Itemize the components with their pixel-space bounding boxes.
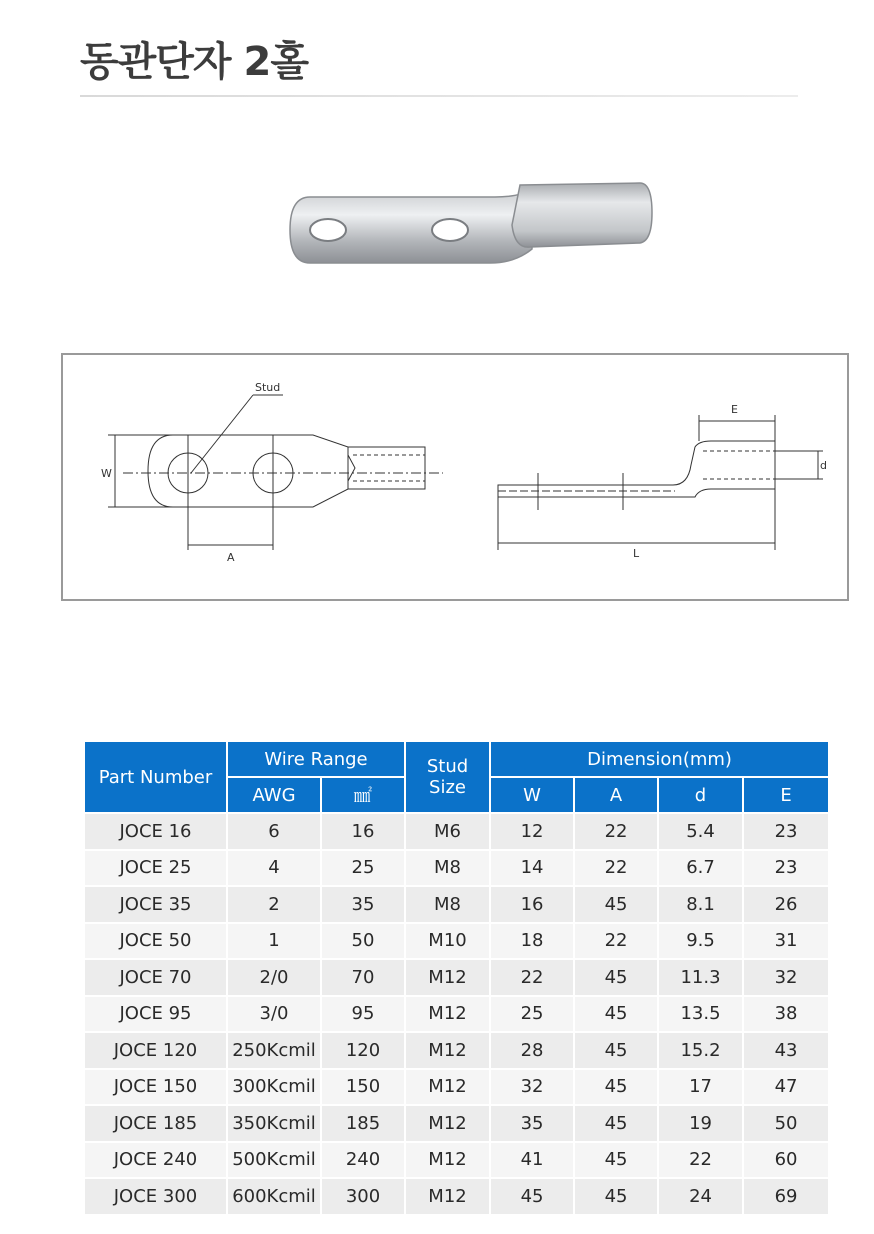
cell-a: 45 xyxy=(575,1070,659,1107)
cell-a: 22 xyxy=(575,851,659,888)
cell-stud-size: M12 xyxy=(406,997,491,1034)
cell-d: 13.5 xyxy=(659,997,744,1034)
title-divider xyxy=(80,95,798,97)
cell-part-number: JOCE 25 xyxy=(85,851,228,888)
cell-awg: 2 xyxy=(228,887,322,924)
cell-awg: 4 xyxy=(228,851,322,888)
table-row xyxy=(85,887,828,924)
header-part-number: Part Number xyxy=(85,742,228,814)
cell-a: 45 xyxy=(575,1033,659,1070)
cell-mm2: 150 xyxy=(322,1070,406,1107)
cell-w: 16 xyxy=(491,887,575,924)
cell-d: 15.2 xyxy=(659,1033,744,1070)
cell-d: 19 xyxy=(659,1106,744,1143)
cell-w: 32 xyxy=(491,1070,575,1107)
cell-mm2: 25 xyxy=(322,851,406,888)
cell-stud-size: M12 xyxy=(406,1033,491,1070)
cell-e: 32 xyxy=(744,960,828,997)
label-l: L xyxy=(633,547,640,560)
label-a: A xyxy=(227,551,235,564)
cell-awg: 600Kcmil xyxy=(228,1179,322,1216)
header-stud-size xyxy=(406,742,491,814)
header-stud-line1: Stud xyxy=(426,756,469,777)
cell-d: 11.3 xyxy=(659,960,744,997)
cell-e: 47 xyxy=(744,1070,828,1107)
table-row xyxy=(85,851,828,888)
cell-part-number: JOCE 300 xyxy=(85,1179,228,1216)
cell-a: 45 xyxy=(575,997,659,1034)
cell-e: 31 xyxy=(744,924,828,961)
spec-table xyxy=(85,742,828,1216)
cell-part-number: JOCE 185 xyxy=(85,1106,228,1143)
cell-a: 22 xyxy=(575,814,659,851)
cell-mm2: 120 xyxy=(322,1033,406,1070)
cell-awg: 2/0 xyxy=(228,960,322,997)
cell-w: 22 xyxy=(491,960,575,997)
cell-stud-size: M12 xyxy=(406,1179,491,1216)
cell-stud-size: M12 xyxy=(406,1070,491,1107)
cell-a: 45 xyxy=(575,960,659,997)
label-e: E xyxy=(731,403,738,416)
cell-d: 22 xyxy=(659,1143,744,1180)
cell-awg: 500Kcmil xyxy=(228,1143,322,1180)
product-photo xyxy=(280,175,660,275)
cell-stud-size: M8 xyxy=(406,887,491,924)
header-w: W xyxy=(491,778,575,814)
cell-awg: 300Kcmil xyxy=(228,1070,322,1107)
table-row xyxy=(85,924,828,961)
table-row xyxy=(85,1033,828,1070)
header-dimension: Dimension(mm) xyxy=(491,742,828,778)
table-row xyxy=(85,1179,828,1216)
cell-a: 45 xyxy=(575,887,659,924)
page-title: 동관단자 2홀 xyxy=(80,39,308,85)
cell-e: 23 xyxy=(744,851,828,888)
cell-w: 14 xyxy=(491,851,575,888)
cell-mm2: 300 xyxy=(322,1179,406,1216)
header-d: d xyxy=(659,778,744,814)
cell-e: 23 xyxy=(744,814,828,851)
stud-hole-1 xyxy=(310,219,346,241)
cell-part-number: JOCE 50 xyxy=(85,924,228,961)
cell-mm2: 35 xyxy=(322,887,406,924)
cell-d: 5.4 xyxy=(659,814,744,851)
table-row xyxy=(85,1143,828,1180)
cell-a: 45 xyxy=(575,1106,659,1143)
table-row xyxy=(85,1106,828,1143)
table-row xyxy=(85,814,828,851)
technical-drawing xyxy=(61,353,849,601)
cell-w: 25 xyxy=(491,997,575,1034)
header-a: A xyxy=(575,778,659,814)
cell-e: 38 xyxy=(744,997,828,1034)
cell-part-number: JOCE 16 xyxy=(85,814,228,851)
cell-d: 24 xyxy=(659,1179,744,1216)
cell-d: 8.1 xyxy=(659,887,744,924)
cell-awg: 1 xyxy=(228,924,322,961)
table-row xyxy=(85,1070,828,1107)
cell-stud-size: M12 xyxy=(406,1143,491,1180)
cell-part-number: JOCE 95 xyxy=(85,997,228,1034)
cell-mm2: 185 xyxy=(322,1106,406,1143)
lug-barrel xyxy=(512,183,652,247)
top-view-outline xyxy=(148,435,425,507)
header-stud-line2: Size xyxy=(429,777,466,798)
cell-stud-size: M6 xyxy=(406,814,491,851)
cell-awg: 350Kcmil xyxy=(228,1106,322,1143)
cell-d: 9.5 xyxy=(659,924,744,961)
cell-w: 28 xyxy=(491,1033,575,1070)
cell-w: 18 xyxy=(491,924,575,961)
table-row xyxy=(85,960,828,997)
cell-e: 50 xyxy=(744,1106,828,1143)
cell-e: 43 xyxy=(744,1033,828,1070)
cell-stud-size: M8 xyxy=(406,851,491,888)
cell-w: 12 xyxy=(491,814,575,851)
cell-a: 22 xyxy=(575,924,659,961)
cell-mm2: 70 xyxy=(322,960,406,997)
header-awg: AWG xyxy=(228,778,322,814)
cell-stud-size: M12 xyxy=(406,1106,491,1143)
cell-part-number: JOCE 120 xyxy=(85,1033,228,1070)
cell-awg: 6 xyxy=(228,814,322,851)
side-view-outline xyxy=(498,441,775,497)
cell-e: 60 xyxy=(744,1143,828,1180)
cell-d: 17 xyxy=(659,1070,744,1107)
cell-a: 45 xyxy=(575,1143,659,1180)
cell-e: 69 xyxy=(744,1179,828,1216)
stud-leader-line xyxy=(191,395,253,473)
cell-mm2: 50 xyxy=(322,924,406,961)
cell-w: 45 xyxy=(491,1179,575,1216)
cell-mm2: 16 xyxy=(322,814,406,851)
cell-part-number: JOCE 35 xyxy=(85,887,228,924)
cell-part-number: JOCE 150 xyxy=(85,1070,228,1107)
cell-w: 41 xyxy=(491,1143,575,1180)
cell-mm2: 240 xyxy=(322,1143,406,1180)
cell-mm2: 95 xyxy=(322,997,406,1034)
cell-part-number: JOCE 70 xyxy=(85,960,228,997)
cell-e: 26 xyxy=(744,887,828,924)
cell-stud-size: M12 xyxy=(406,960,491,997)
cell-awg: 250Kcmil xyxy=(228,1033,322,1070)
label-stud: Stud xyxy=(255,381,281,394)
label-w: W xyxy=(101,467,112,480)
stud-hole-2 xyxy=(432,219,468,241)
cell-part-number: JOCE 240 xyxy=(85,1143,228,1180)
table-row xyxy=(85,997,828,1034)
header-wire-range: Wire Range xyxy=(228,742,406,778)
cell-d: 6.7 xyxy=(659,851,744,888)
cell-stud-size: M10 xyxy=(406,924,491,961)
cell-w: 35 xyxy=(491,1106,575,1143)
cell-a: 45 xyxy=(575,1179,659,1216)
label-d: d xyxy=(820,459,827,472)
header-e: E xyxy=(744,778,828,814)
cell-awg: 3/0 xyxy=(228,997,322,1034)
header-mm2: ㎟ xyxy=(322,778,406,814)
